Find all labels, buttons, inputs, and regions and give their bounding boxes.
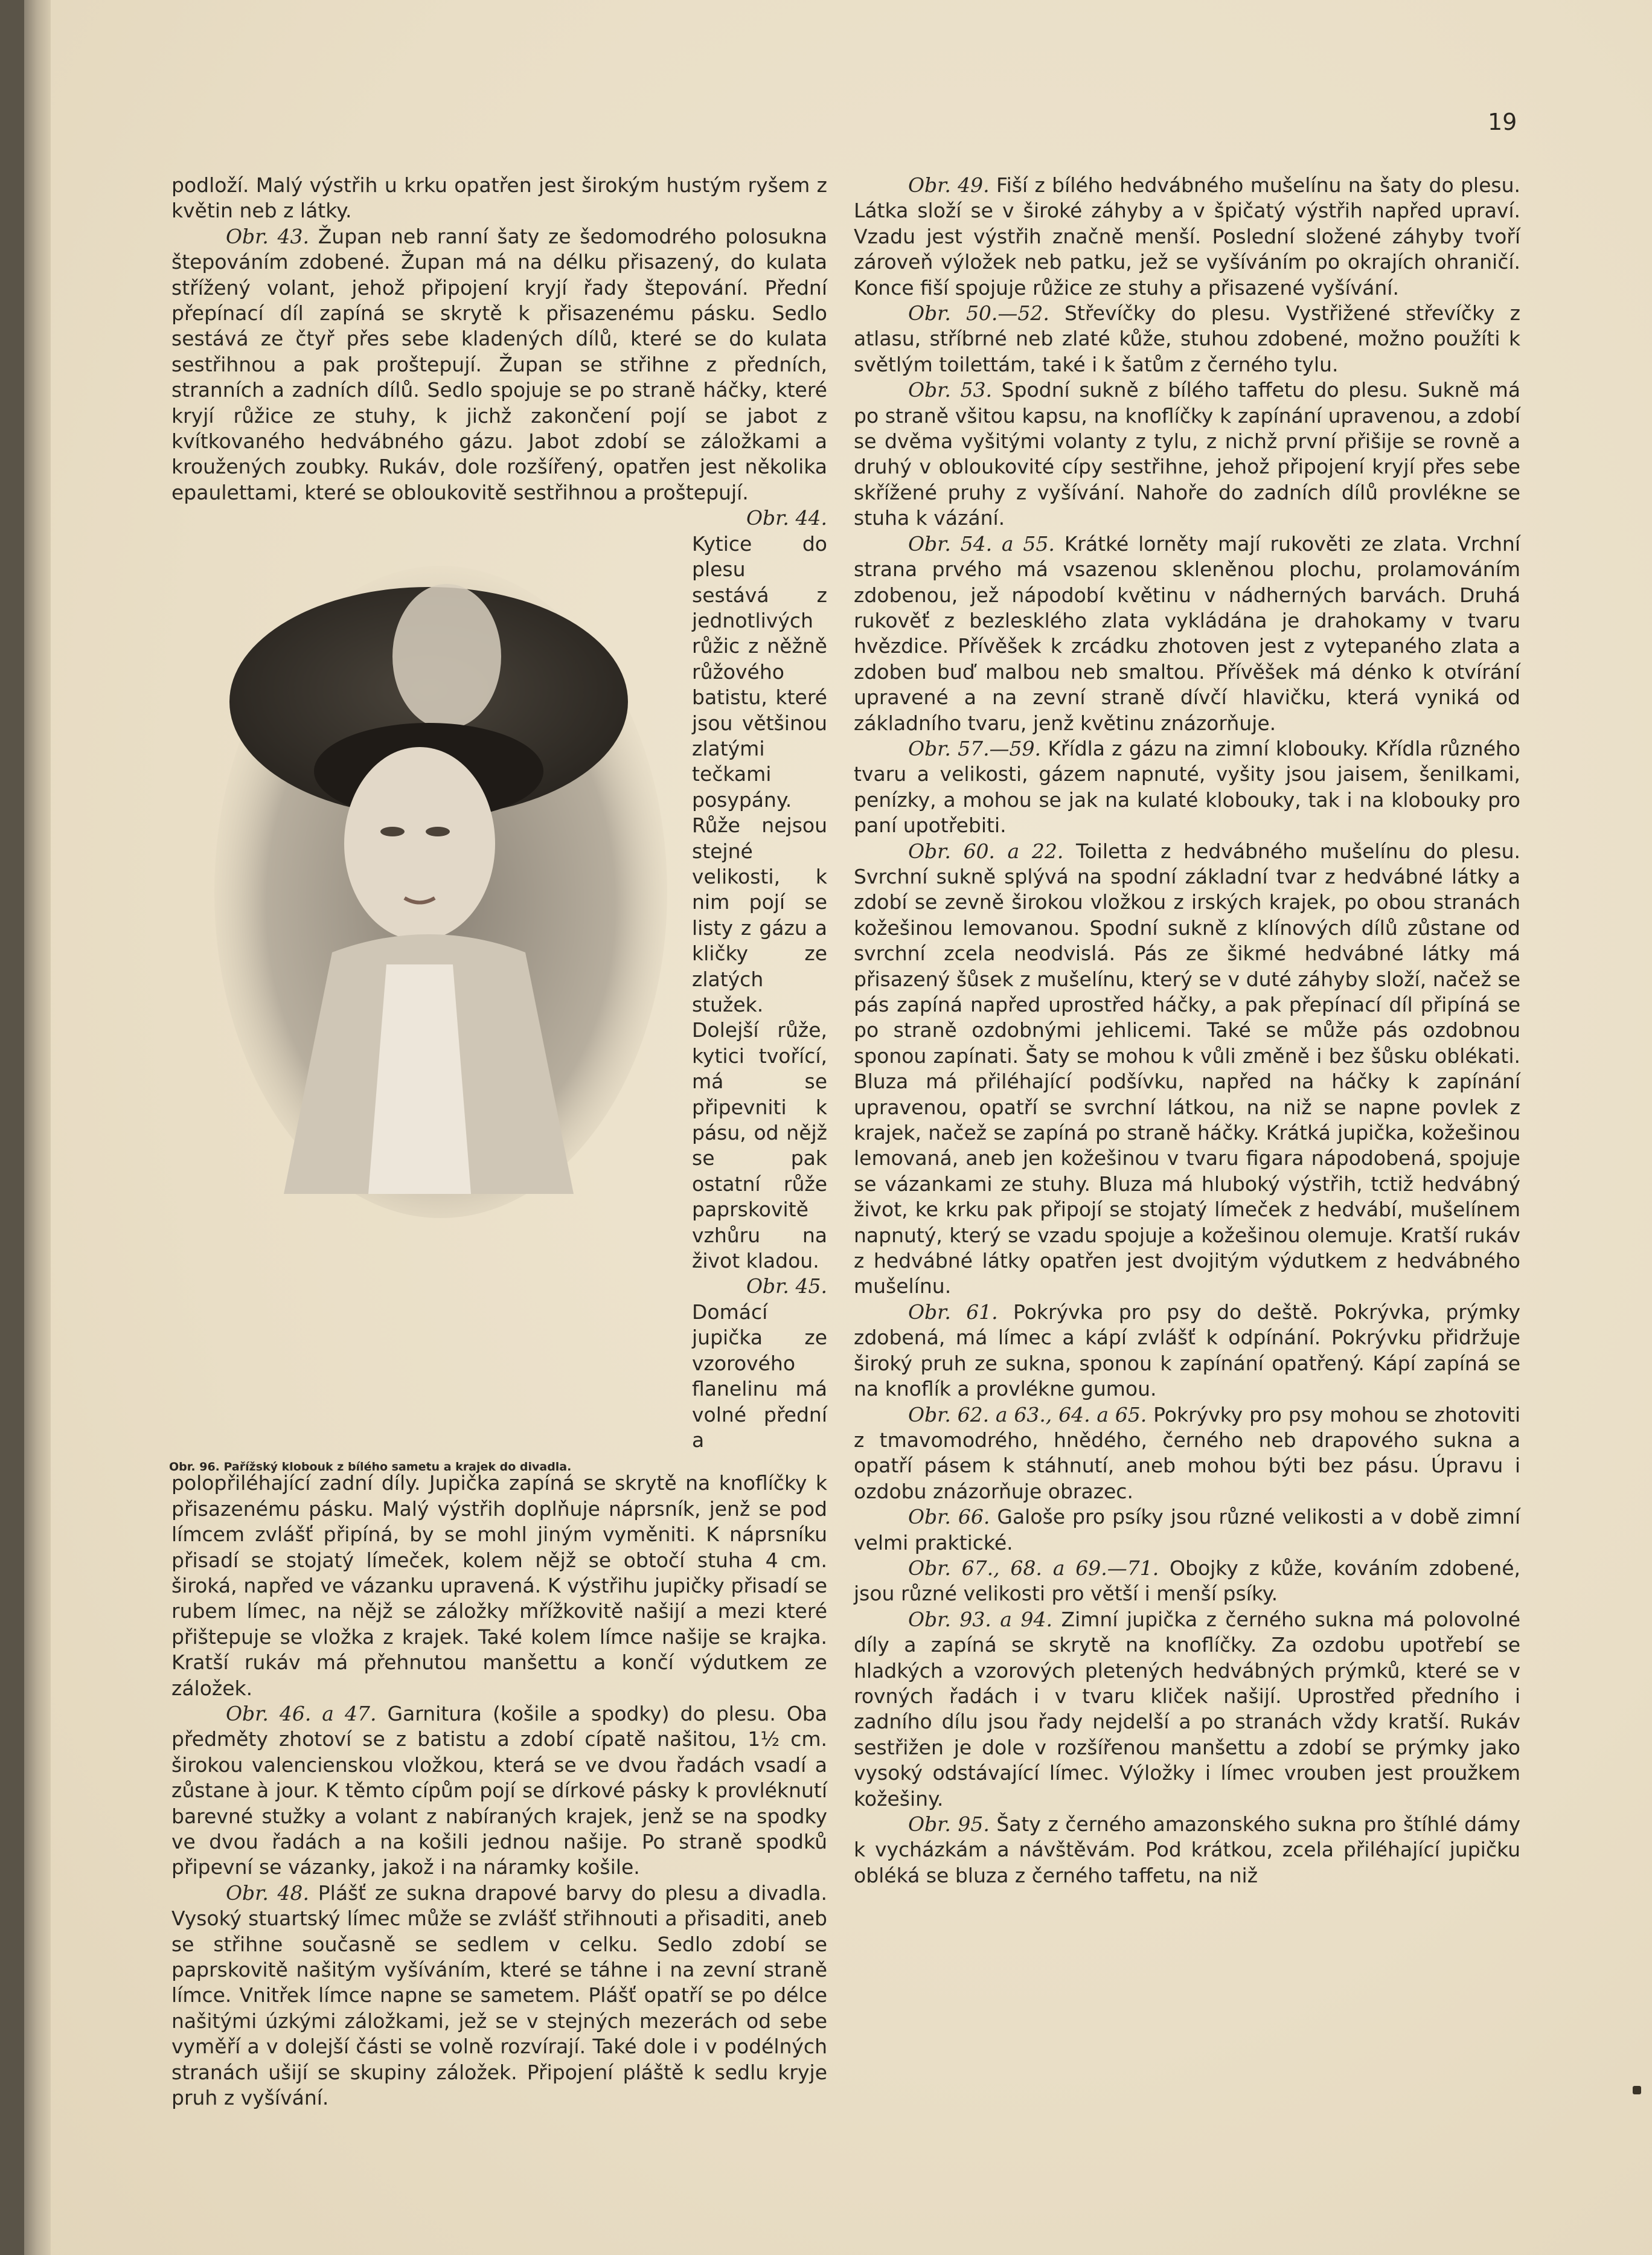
paragraph-obr-60-22: Obr. 60. a 22. Toiletta z hedvábného mušelínu do plesu. Svrchní sukně splývá na spodní základní tvar z hedvábné látky a zdobí se zevně širokou vložkou z irských krajek, po obou stranách kožešinou lemovanou. Spodní sukně z klínových dílů zůstane od svrchní zcela neodvislá. Pás ze šikmé hedvábné látky má přisazený šůsek z mušelínu, který se v duté záhyby složí, načež se pás zapíná napřed uprostřed háčky, a pak přepínací díl připíná se po straně ozdobnými jehlicemi. Také se může pás ozdobnou sponou zapínati. Šaty se mohou k vůli změně i bez šůsku oblékati. Bluza má přiléhající podšívku, napřed na háčky k zapínání upravenou, opatří se svrchní látkou, na niž se napne povlek z krajek, načež se zapíná po straně háčky. Krátká jupička, kožešinou lemovaná, aneb jen kožešinou v tvaru figara nápodobená, spojuje se vázankami ze stuhy. Bluza má hluboký výstřih, tctiž hedvábný život, ke krku pak připojí se stojatý límeček z hedvábí, mušelínem napnutý, který se vzadu spojuje a kožešinou olemuje. Kratší rukáv z hedvábné látky opatřen jest dvojitým výdutkem z hedvábného mušelínu. (854, 839, 1520, 1298)
paragraph-obr-53: Obr. 53. Spodní sukně z bílého taffetu do plesu. Sukně má po straně všitou kapsu, na knoflíčky k zapínání upravenou, a zdobí se dvěma vyšitými volanty z tylu, z nichž první přišije se rovně a druhý v obloukovité cípy sestřihne, jehož připojení kryjí přes sebe skřížené pruhy z vyšívání. Nahoře do zadních dílů provlékne se stuha k vázání. (854, 378, 1520, 530)
paragraph-obr-62-65: Obr. 62. a 63., 64. a 65. Pokrývky pro psy mohou se zhotoviti z tmavomodrého, hnědého, černého neb drapového sukna a opatří pásem k stáhnutí, aneb mohou býti bez pásu. Úpravu i ozdobu znázorňuje obrazec. (854, 1402, 1520, 1503)
hat-feather (392, 584, 501, 729)
page (24, 0, 1652, 2255)
page-binding-edge (24, 0, 51, 2255)
paragraph-obr-66: Obr. 66. Galoše pro psíky jsou různé velikosti a v době zimní velmi praktické. (854, 1505, 1520, 1554)
paragraph-obr-95: Obr. 95. Šaty z černého amazonského sukna pro štíhlé dámy k vycházkám a návštěvám. Pod krátkou, zcela přiléhající jupičku obléká se bluza z černého taffetu, na niž (854, 1812, 1520, 1887)
eye-right (426, 827, 450, 836)
paragraph-obr-43: Obr. 43. Župan neb ranní šaty ze šedomodrého polosukna štepováním zdobené. Župan má na délku přisazený, do kulata střížený volant, jehož připojení kryjí řady štepování. Přední přepínací díl zapíná se skrytě k přisazenému pásku. Sedlo sestává ze čtyř přes sebe kladených dílů, které se do kulata sestřihnou a pak proštepují. Župan se střihne z předních, stranních a zadních dílů. Sedlo spojuje se po straně háčky, které kryjí růžice ze stuhy, k jichž zakončení pojí se jabot z kvítkovaného hedvábného gázu. Jabot zdobí se záložkami a kroužených zoubky. Rukáv, dole rozšířený, opatřen jest několika epaulettami, které se obloukovitě sestřihnou a proštepují. (171, 224, 827, 504)
paragraph-obr-45: Obr. 45. Domácí jupička ze vzorového flanelinu má volné přední a polopřiléhající zadní díly. Jupička zapíná se skrytě na knoflíčky k přisazenému pásku. Malý výstřih doplňuje náprsník, jenž se pod límcem zvlášť připíná, by se mohl jiným vyměniti. K náprsníku přisadí se stojatý límeček, kolem nějž se obtočí stuha 4 cm. široká, napřed ve vázanku upravená. K výstřihu jupičky přisadí se rubem límec, na nějž se záložky mřížkovitě našijí a mezi které přištepuje se vložka z krajek. Také kolem límce našije se krajka. Kratší rukáv má přehnutou manšettu a končí výdutkem ze záložek. (171, 1274, 827, 1700)
paragraph-obr-44: Obr. 44. Kytice do plesu sestává z jednotlivých růžic z něžně růžového batistu, které jsou většinou zlatými tečkami posypány. Růže nejsou stejné velikosti, k nim pojí se listy z gázu a kličky ze zlatých stužek. Dolejší růže, kytici tvořící, má se připevniti k pásu, od nějž se pak ostatní růže paprskovitě vzhůru na život kladou. (692, 506, 827, 1273)
paragraph-obr-50-52: Obr. 50.—52. Střevíčky do plesu. Vystřižené střevíčky z atlasu, stříbrné neb zlaté kůže, stuhou zdobené, možno použíti k světlým toilettám, také i k šatům z černého tylu. (854, 301, 1520, 376)
figure-caption: Obr. 96. Pařížský klobouk z bílého sametu a krajek do divadla. (169, 1460, 572, 1474)
portrait-figure (169, 505, 684, 1474)
ink-speck (1633, 2086, 1641, 2094)
paragraph-obr-93-94: Obr. 93. a 94. Zimní jupička z černého sukna má polovolné díly a zapíná se skrytě na knoflíčky. Za ozdobu upotřebí se hladkých a vzorových pletených hedvábných prýmků, které se v rovných řadách i v tvaru kliček našijí. Uprostřed předního i zadního dílu jsou řady nejdelší a po stranách vždy kratší. Rukáv sestřižen je dole v rozšířenou manšettu a zdobí se prýmky jako vysoký odstávající límec. Výložky i límec vrouben jest proužkem kožešiny. (854, 1607, 1520, 1811)
paragraph-obr-61: Obr. 61. Pokrývka pro psy do deště. Pokrývka, prýmky zdobená, má límec a kápí zvlášť k odpínání. Pokrývku přidržuje široký pruh ze sukna, sponou k zapínání opatřený. Kápí zapíná se na knoflík a provlékne gumou. (854, 1300, 1520, 1401)
paragraph-obr-57-59: Obr. 57.—59. Křídla z gázu na zimní klobouky. Křídla různého tvaru a velikosti, gázem napnuté, vyšity jsou jaisem, šenilkami, penízky, a mohou se jak na kulaté klobouky, tak i na klobouky pro paní upotřebiti. (854, 736, 1520, 838)
paragraph-obr-49: Obr. 49. Fiší z bílého hedvábného mušelínu na šaty do plesu. Látka složí se v široké záhyby a v špičatý výstřih napřed upraví. Vzadu jest výstřih značně menší. Poslední složené záhyby tvoří zároveň výložek neb patku, jež se vyšíváním po okrajích ohraničí. Konce fiší spojuje růžice ze stuhy a přisazené vyšívání. (854, 173, 1520, 300)
page-number: 19 (1488, 109, 1517, 135)
left-column (171, 173, 827, 2111)
paragraph-obr-48: Obr. 48. Plášť ze sukna drapové barvy do plesu a divadla. Vysoký stuartský límec může se zvlášť střihnouti a přisaditi, aneb se střihne současně se sedlem v celku. Sedlo zdobí se paprskovitě našitým vyšíváním, které se táhne i na zevní straně límce. Vnitřek límce napne se sametem. Plášť opatří se po délce našitými úzkými záložkami, jež se v stejných mezerách od sebe vyměří a v dolejší části se volně rozvírají. Také dole i v podélných stranách ušijí se skupiny záložek. Připojení pláště k sedlu kryje pruh z vyšívání. (171, 1881, 828, 2110)
paragraph-obr-54-55: Obr. 54. a 55. Krátké lorněty mají rukověti ze zlata. Vrchní strana prvého má vsazenou skleněnou plochu, prolamováním zdobenou, jež nápodobí květinu v nádherných barvách. Druhá rukověť z bezleskléhо zlata vykládána je drahokamy v tvaru hvězdice. Přívěšek k zrcádku zhotoven jest z vytepaného zlata a zdoben buď malbou neb smaltou. Přívěšek má dénko k otvírání upravené a na zevní straně dívčí hlavičku, která vyniká od základního tvaru, jenž květinu znázorňuje. (854, 531, 1520, 735)
right-column (854, 173, 1520, 1888)
blouse-front (368, 964, 471, 1194)
portrait-illustration (211, 530, 670, 1218)
paragraph-obr-46-47: Obr. 46. a 47. Garnitura (košile a spodky) do plesu. Oba předměty zhotoví se z batistu a zdobí cípatě našitou, 1½ cm. širokou valencienskou vložkou, která se ve dvou řadách vsadí a zůstane à jour. K těmto cípům pojí se dírkové pásky k provléknutí barevné stužky a volant z nabíraných krajek, jenž se na spodky ve dvou řadách a na košili jednou našije. Po straně spodků připevní se vázanky, jakož i na náramky košile. (171, 1701, 827, 1879)
eye-left (380, 827, 405, 836)
face-shape (344, 747, 495, 940)
paragraph-obr-67-71: Obr. 67., 68. a 69.—71. Obojky z kůže, kováním zdobené, jsou různé velikosti pro větší i menší psíky. (854, 1556, 1520, 1606)
paragraph-intro: podloží. Malý výstřih u krku opatřen jest širokým hustým ryšem z květin neb z látky. (171, 173, 827, 223)
